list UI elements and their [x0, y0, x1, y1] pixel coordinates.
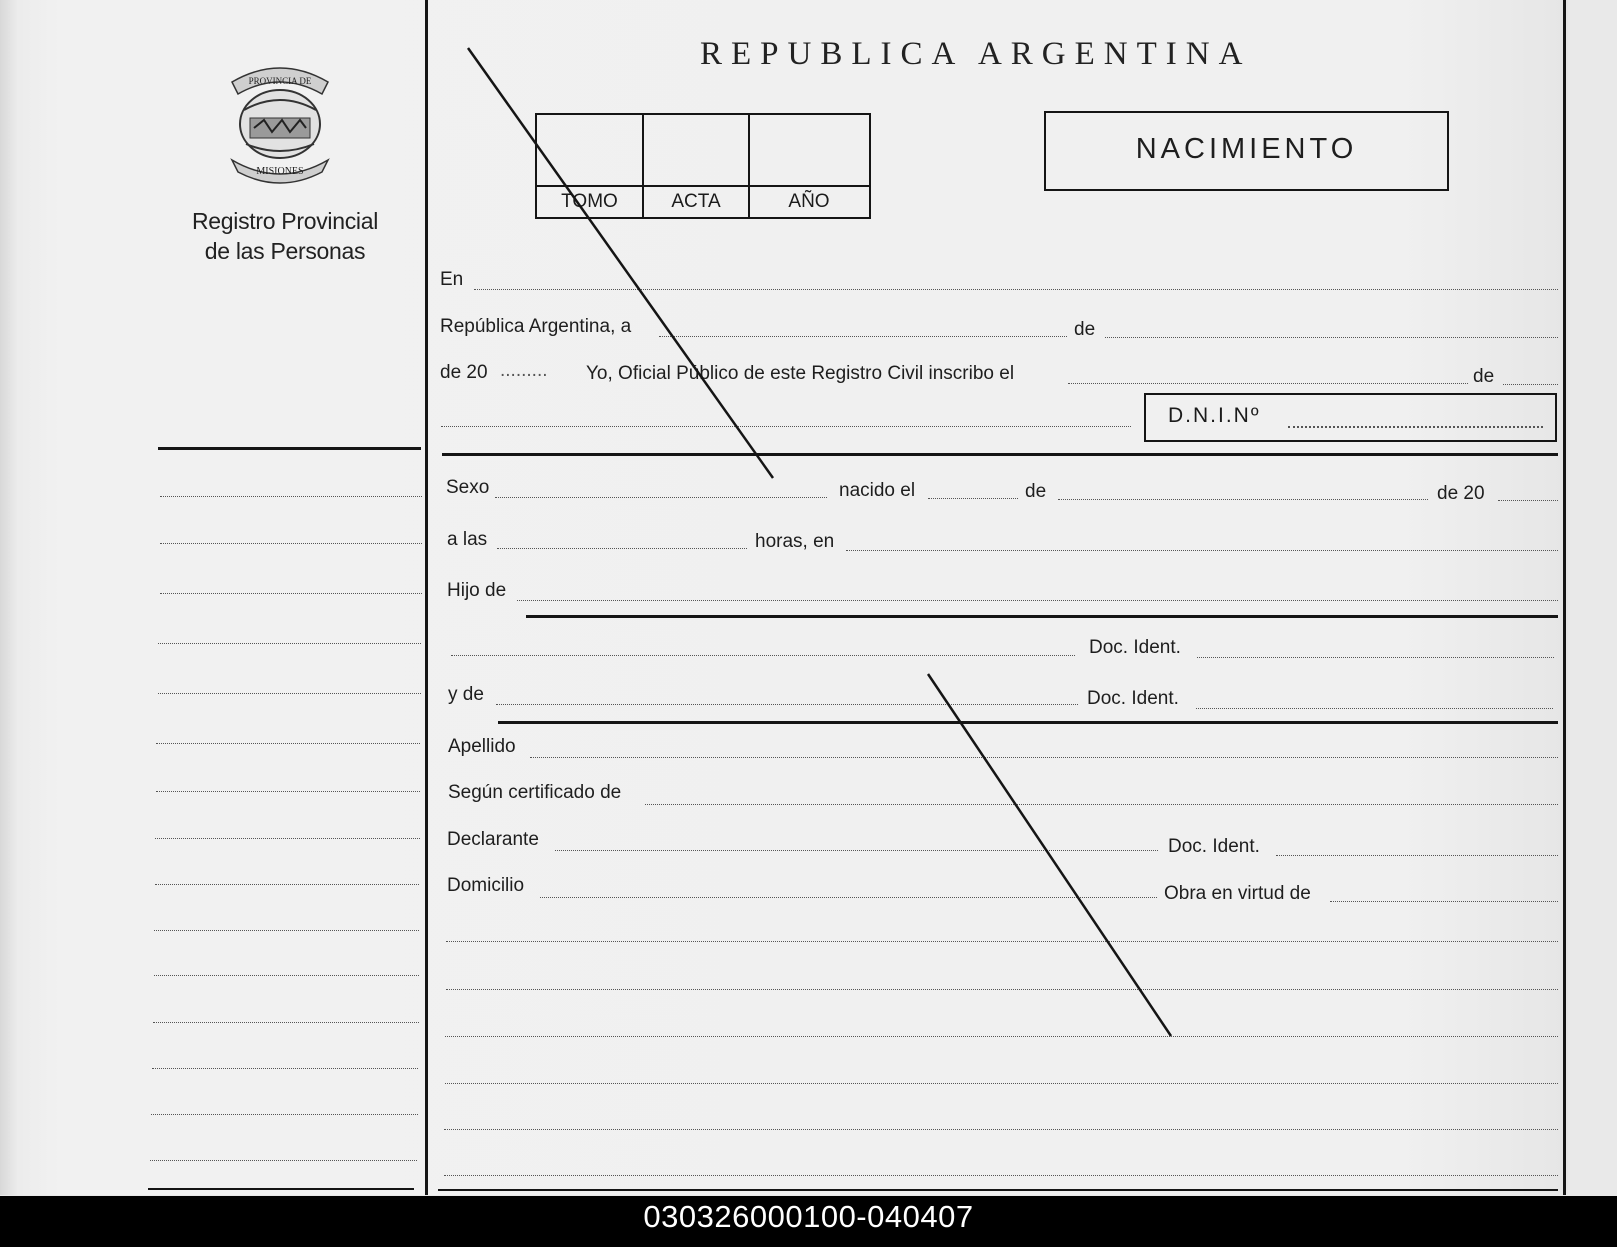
label-hijo-de: Hijo de: [447, 580, 507, 601]
ano-label: AÑO: [788, 191, 830, 212]
label-de-month: de: [1074, 319, 1096, 340]
label-sexo: Sexo: [446, 477, 490, 498]
registry-name-line2: de las Personas: [204, 238, 366, 264]
seal-bottom-text: MISIONES: [256, 166, 304, 177]
label-en: En: [440, 269, 464, 290]
label-domicilio: Domicilio: [447, 875, 525, 896]
label-y-de: y de: [448, 684, 484, 705]
label-de20-year: de 20: [440, 362, 488, 383]
tomo-label: TOMO: [537, 187, 644, 217]
label-segun: Según certificado de: [448, 782, 622, 803]
label-apellido: Apellido: [448, 736, 516, 757]
label-doc-ident-2: Doc. Ident.: [1087, 688, 1179, 709]
diagonal-stroke-upper: [468, 48, 773, 478]
label-de-3: de: [1025, 481, 1047, 502]
label-obra: Obra en virtud de: [1164, 883, 1311, 904]
country-title: REPUBLICA ARGENTINA: [700, 36, 1252, 72]
label-de-2: de: [1473, 366, 1495, 387]
label-nacido-el: nacido el: [839, 480, 916, 501]
label-a-las: a las: [447, 529, 488, 550]
registry-name-line1: Registro Provincial: [191, 208, 379, 234]
document-code: 030326000100-040407: [643, 1199, 974, 1234]
label-doc-ident-3: Doc. Ident.: [1168, 836, 1260, 857]
act-type-box: NACIMIENTO: [1044, 111, 1449, 191]
label-doc-ident-1: Doc. Ident.: [1089, 637, 1181, 658]
short-dots: .........: [500, 360, 548, 381]
label-republica: República Argentina, a: [440, 316, 632, 337]
label-oficial: Yo, Oficial Público de este Registro Civil inscribo el: [586, 363, 1015, 384]
seal-top-text: PROVINCIA DE: [248, 76, 312, 86]
dni-label: D.N.I.Nº: [1168, 404, 1261, 427]
label-horas-en: horas, en: [755, 531, 835, 552]
acta-label: ACTA: [644, 187, 750, 217]
label-declarante: Declarante: [447, 829, 539, 850]
label-de20-2: de 20: [1437, 483, 1485, 504]
diagonal-stroke-lower: [928, 674, 1171, 1036]
